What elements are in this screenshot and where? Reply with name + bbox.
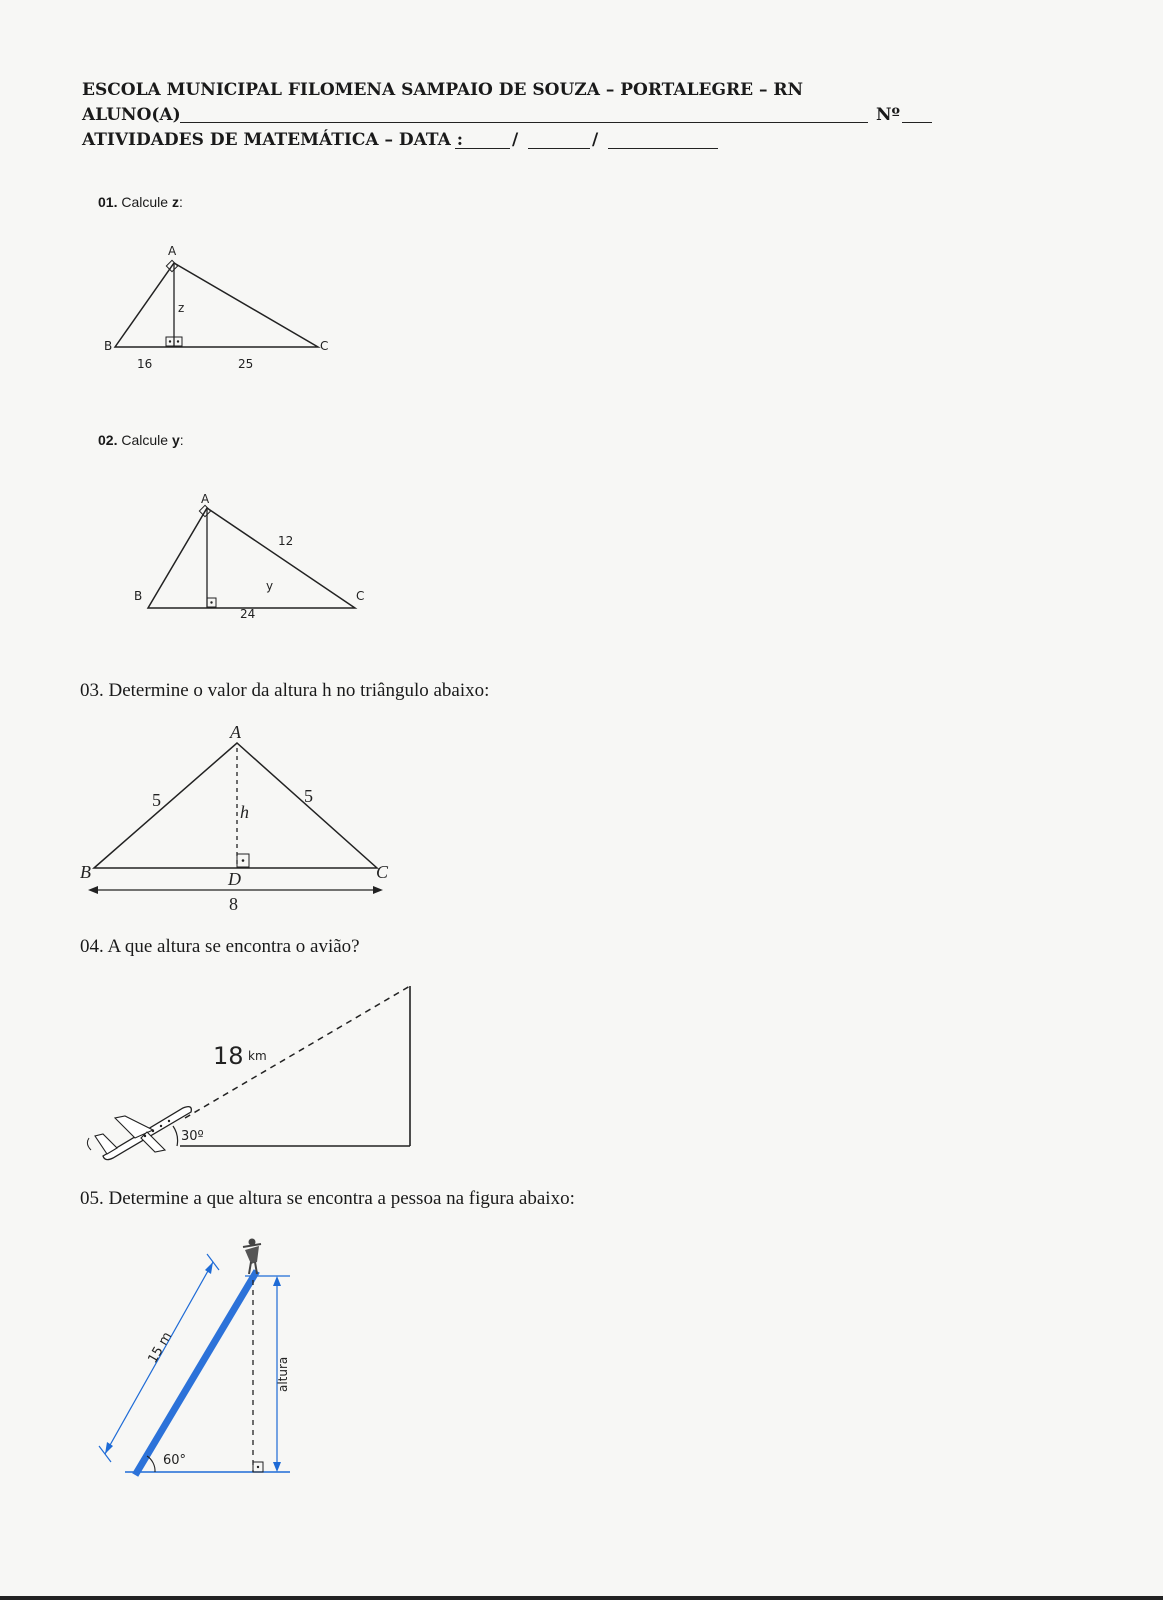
q5-length-label: 15 m	[145, 1329, 176, 1366]
student-label: ALUNO(A)	[82, 105, 181, 125]
q1-var: z	[171, 194, 179, 210]
person-icon	[243, 1239, 261, 1275]
date-year-line[interactable]	[608, 148, 718, 149]
number-line[interactable]	[902, 122, 932, 123]
q1-colon: :	[178, 194, 183, 210]
q3-label-left-5: 5	[152, 790, 161, 810]
date-day-line[interactable]	[455, 148, 510, 149]
q1-prompt	[98, 194, 183, 210]
q2-triangle-figure	[130, 490, 380, 630]
q3-triangle-figure	[80, 718, 410, 928]
q2-number: 02.	[98, 432, 118, 448]
q2-colon: :	[179, 432, 184, 448]
q1-number: 01.	[98, 194, 118, 210]
q5-ladder-figure	[95, 1232, 315, 1512]
date-month-line[interactable]	[528, 148, 590, 149]
q3-label-h: h	[240, 802, 249, 822]
q5-angle-label: 60°	[163, 1453, 187, 1468]
q3-label-right-5: 5	[304, 786, 313, 806]
q3-label-c: C	[376, 862, 389, 882]
q5-prompt: 05. Determine a que altura se encontra a pessoa na figura abaixo:	[80, 1188, 575, 1209]
q1-label-c: C	[320, 339, 329, 353]
activities-title: ATIVIDADES DE MATEMÁTICA – DATA :	[82, 130, 463, 150]
q3-prompt: 03. Determine o valor da altura h no triângulo abaixo:	[80, 680, 490, 701]
q3-label-d: D	[228, 869, 241, 889]
q2-text: Calcule	[121, 432, 172, 448]
date-sep-2: /	[592, 130, 599, 150]
q1-label-25: 25	[238, 357, 254, 371]
q2-label-12: 12	[278, 534, 294, 548]
student-name-line[interactable]	[180, 122, 868, 123]
q1-label-a: A	[168, 244, 177, 258]
q4-distance-value: 18	[213, 1042, 244, 1070]
number-label: Nº	[876, 105, 901, 125]
school-name: ESCOLA MUNICIPAL FILOMENA SAMPAIO DE SOUZA – PORTALEGRE – RN	[82, 80, 804, 100]
q4-prompt: 04. A que altura se encontra o avião?	[80, 936, 360, 957]
q2-label-a: A	[201, 492, 210, 506]
q2-var: y	[171, 432, 180, 448]
q2-label-c: C	[356, 589, 365, 603]
airplane-icon	[87, 1107, 191, 1160]
q1-text: Calcule	[121, 194, 172, 210]
q2-label-b: B	[134, 589, 143, 603]
q1-label-z: z	[178, 301, 185, 315]
q1-label-b: B	[104, 339, 113, 353]
q3-label-a: A	[230, 722, 241, 742]
q3-label-8: 8	[229, 894, 238, 914]
q4-angle-label: 30º	[181, 1129, 204, 1144]
q2-label-y: y	[266, 579, 274, 593]
q3-label-b: B	[80, 862, 91, 882]
q4-airplane-figure	[85, 978, 425, 1178]
q1-triangle-figure	[100, 240, 340, 380]
q5-height-label: altura	[276, 1356, 290, 1392]
q2-label-24: 24	[240, 607, 256, 621]
q2-prompt	[98, 432, 184, 448]
page-bottom-edge	[0, 1596, 1163, 1600]
date-sep-1: /	[512, 130, 519, 150]
q4-distance-unit: km	[248, 1049, 267, 1063]
q1-label-16: 16	[137, 357, 153, 371]
